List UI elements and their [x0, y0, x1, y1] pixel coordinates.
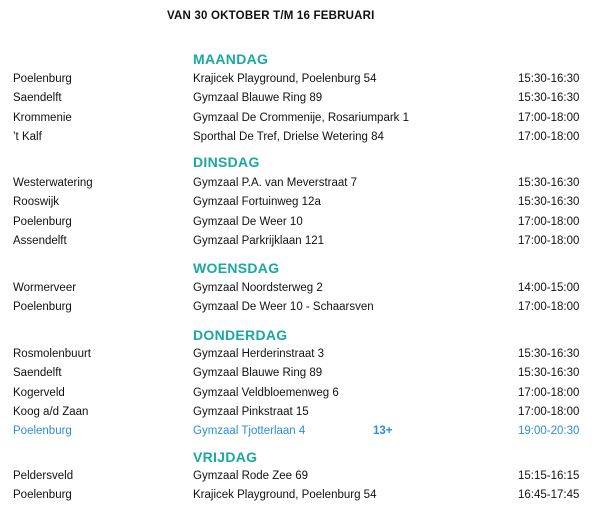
time-cell: 14:00-15:00: [518, 282, 580, 294]
area-cell: Rosmolenbuurt: [13, 348, 91, 360]
area-cell: Poelenburg: [13, 301, 72, 313]
time-cell: 15:30-16:30: [518, 177, 580, 189]
day-heading-maandag: MAANDAG: [193, 51, 269, 67]
area-cell: Saendelft: [13, 92, 62, 104]
schedule-row: [0, 406, 600, 425]
schedule-row: [0, 489, 600, 508]
location-cell: Gymzaal Blauwe Ring 89: [193, 92, 323, 104]
day-heading-donderdag: DONDERDAG: [193, 327, 288, 343]
area-cell: Rooswijk: [13, 196, 60, 208]
schedule-title: VAN 30 OKTOBER T/M 16 FEBRUARI: [167, 10, 375, 22]
schedule-row: [0, 301, 600, 320]
schedule-row: [0, 196, 600, 215]
schedule-row: [0, 425, 600, 444]
location-cell: Gymzaal De Crommenije, Rosariumpark 1: [193, 112, 410, 124]
area-cell: Wormerveer: [13, 282, 77, 294]
location-cell: Gymzaal De Weer 10 - Schaarsven: [193, 301, 374, 313]
schedule-row: [0, 92, 600, 111]
schedule-row: [0, 348, 600, 367]
time-cell: 17:00-18:00: [518, 301, 580, 313]
location-cell: Krajicek Playground, Poelenburg 54: [193, 489, 377, 501]
area-cell: Saendelft: [13, 367, 62, 379]
schedule-row: [0, 216, 600, 235]
area-cell: Krommenie: [13, 112, 72, 124]
schedule-row: [0, 177, 600, 196]
schedule-row: [0, 282, 600, 301]
time-cell: 15:30-16:30: [518, 348, 580, 360]
age-note: 13+: [373, 425, 393, 437]
location-cell: Gymzaal Veldbloemenweg 6: [193, 387, 339, 399]
area-cell: Assendelft: [13, 235, 67, 247]
time-cell: 17:00-18:00: [518, 235, 580, 247]
area-cell: Poelenburg: [13, 489, 72, 501]
time-cell: 17:00-18:00: [518, 131, 580, 143]
schedule-row: [0, 235, 600, 254]
area-cell: Peldersveld: [13, 470, 74, 482]
time-cell: 17:00-18:00: [518, 387, 580, 399]
day-heading-woensdag: WOENSDAG: [193, 260, 280, 276]
location-cell: Gymzaal Blauwe Ring 89: [193, 367, 323, 379]
area-cell: ’t Kalf: [13, 131, 42, 143]
location-cell: Gymzaal Pinkstraat 15: [193, 406, 309, 418]
time-cell: 15:15-16:15: [518, 470, 580, 482]
day-heading-vrijdag: VRIJDAG: [193, 449, 258, 465]
time-cell: 15:30-16:30: [518, 92, 580, 104]
location-cell: Gymzaal Herderinstraat 3: [193, 348, 325, 360]
area-cell: Poelenburg: [13, 425, 72, 437]
time-cell: 15:30-16:30: [518, 367, 580, 379]
area-cell: Poelenburg: [13, 216, 72, 228]
location-cell: Krajicek Playground, Poelenburg 54: [193, 73, 377, 85]
area-cell: Kogerveld: [13, 387, 65, 399]
location-cell: Sporthal De Tref, Drielse Wetering 84: [193, 131, 384, 143]
location-cell: Gymzaal P.A. van Meverstraat 7: [193, 177, 358, 189]
location-cell: Gymzaal Parkrijklaan 121: [193, 235, 325, 247]
schedule-row: [0, 73, 600, 92]
time-cell: 19:00-20:30: [518, 425, 580, 437]
schedule-row: [0, 367, 600, 386]
schedule-row: [0, 131, 600, 150]
time-cell: 15:30-16:30: [518, 196, 580, 208]
time-cell: 16:45-17:45: [518, 489, 580, 501]
time-cell: 17:00-18:00: [518, 216, 580, 228]
time-cell: 17:00-18:00: [518, 406, 580, 418]
time-cell: 17:00-18:00: [518, 112, 580, 124]
location-cell: Gymzaal Noordsterweg 2: [193, 282, 323, 294]
time-cell: 15:30-16:30: [518, 73, 580, 85]
location-cell: Gymzaal Tjotterlaan 4: [193, 425, 306, 437]
location-cell: Gymzaal Rode Zee 69: [193, 470, 309, 482]
schedule-row: [0, 387, 600, 406]
day-heading-dinsdag: DINSDAG: [193, 154, 260, 170]
location-cell: Gymzaal Fortuinweg 12a: [193, 196, 321, 208]
area-cell: Koog a/d Zaan: [13, 406, 89, 418]
location-cell: Gymzaal De Weer 10: [193, 216, 303, 228]
area-cell: Westerwatering: [13, 177, 93, 189]
schedule-row: [0, 470, 600, 489]
schedule-row: [0, 112, 600, 131]
area-cell: Poelenburg: [13, 73, 72, 85]
